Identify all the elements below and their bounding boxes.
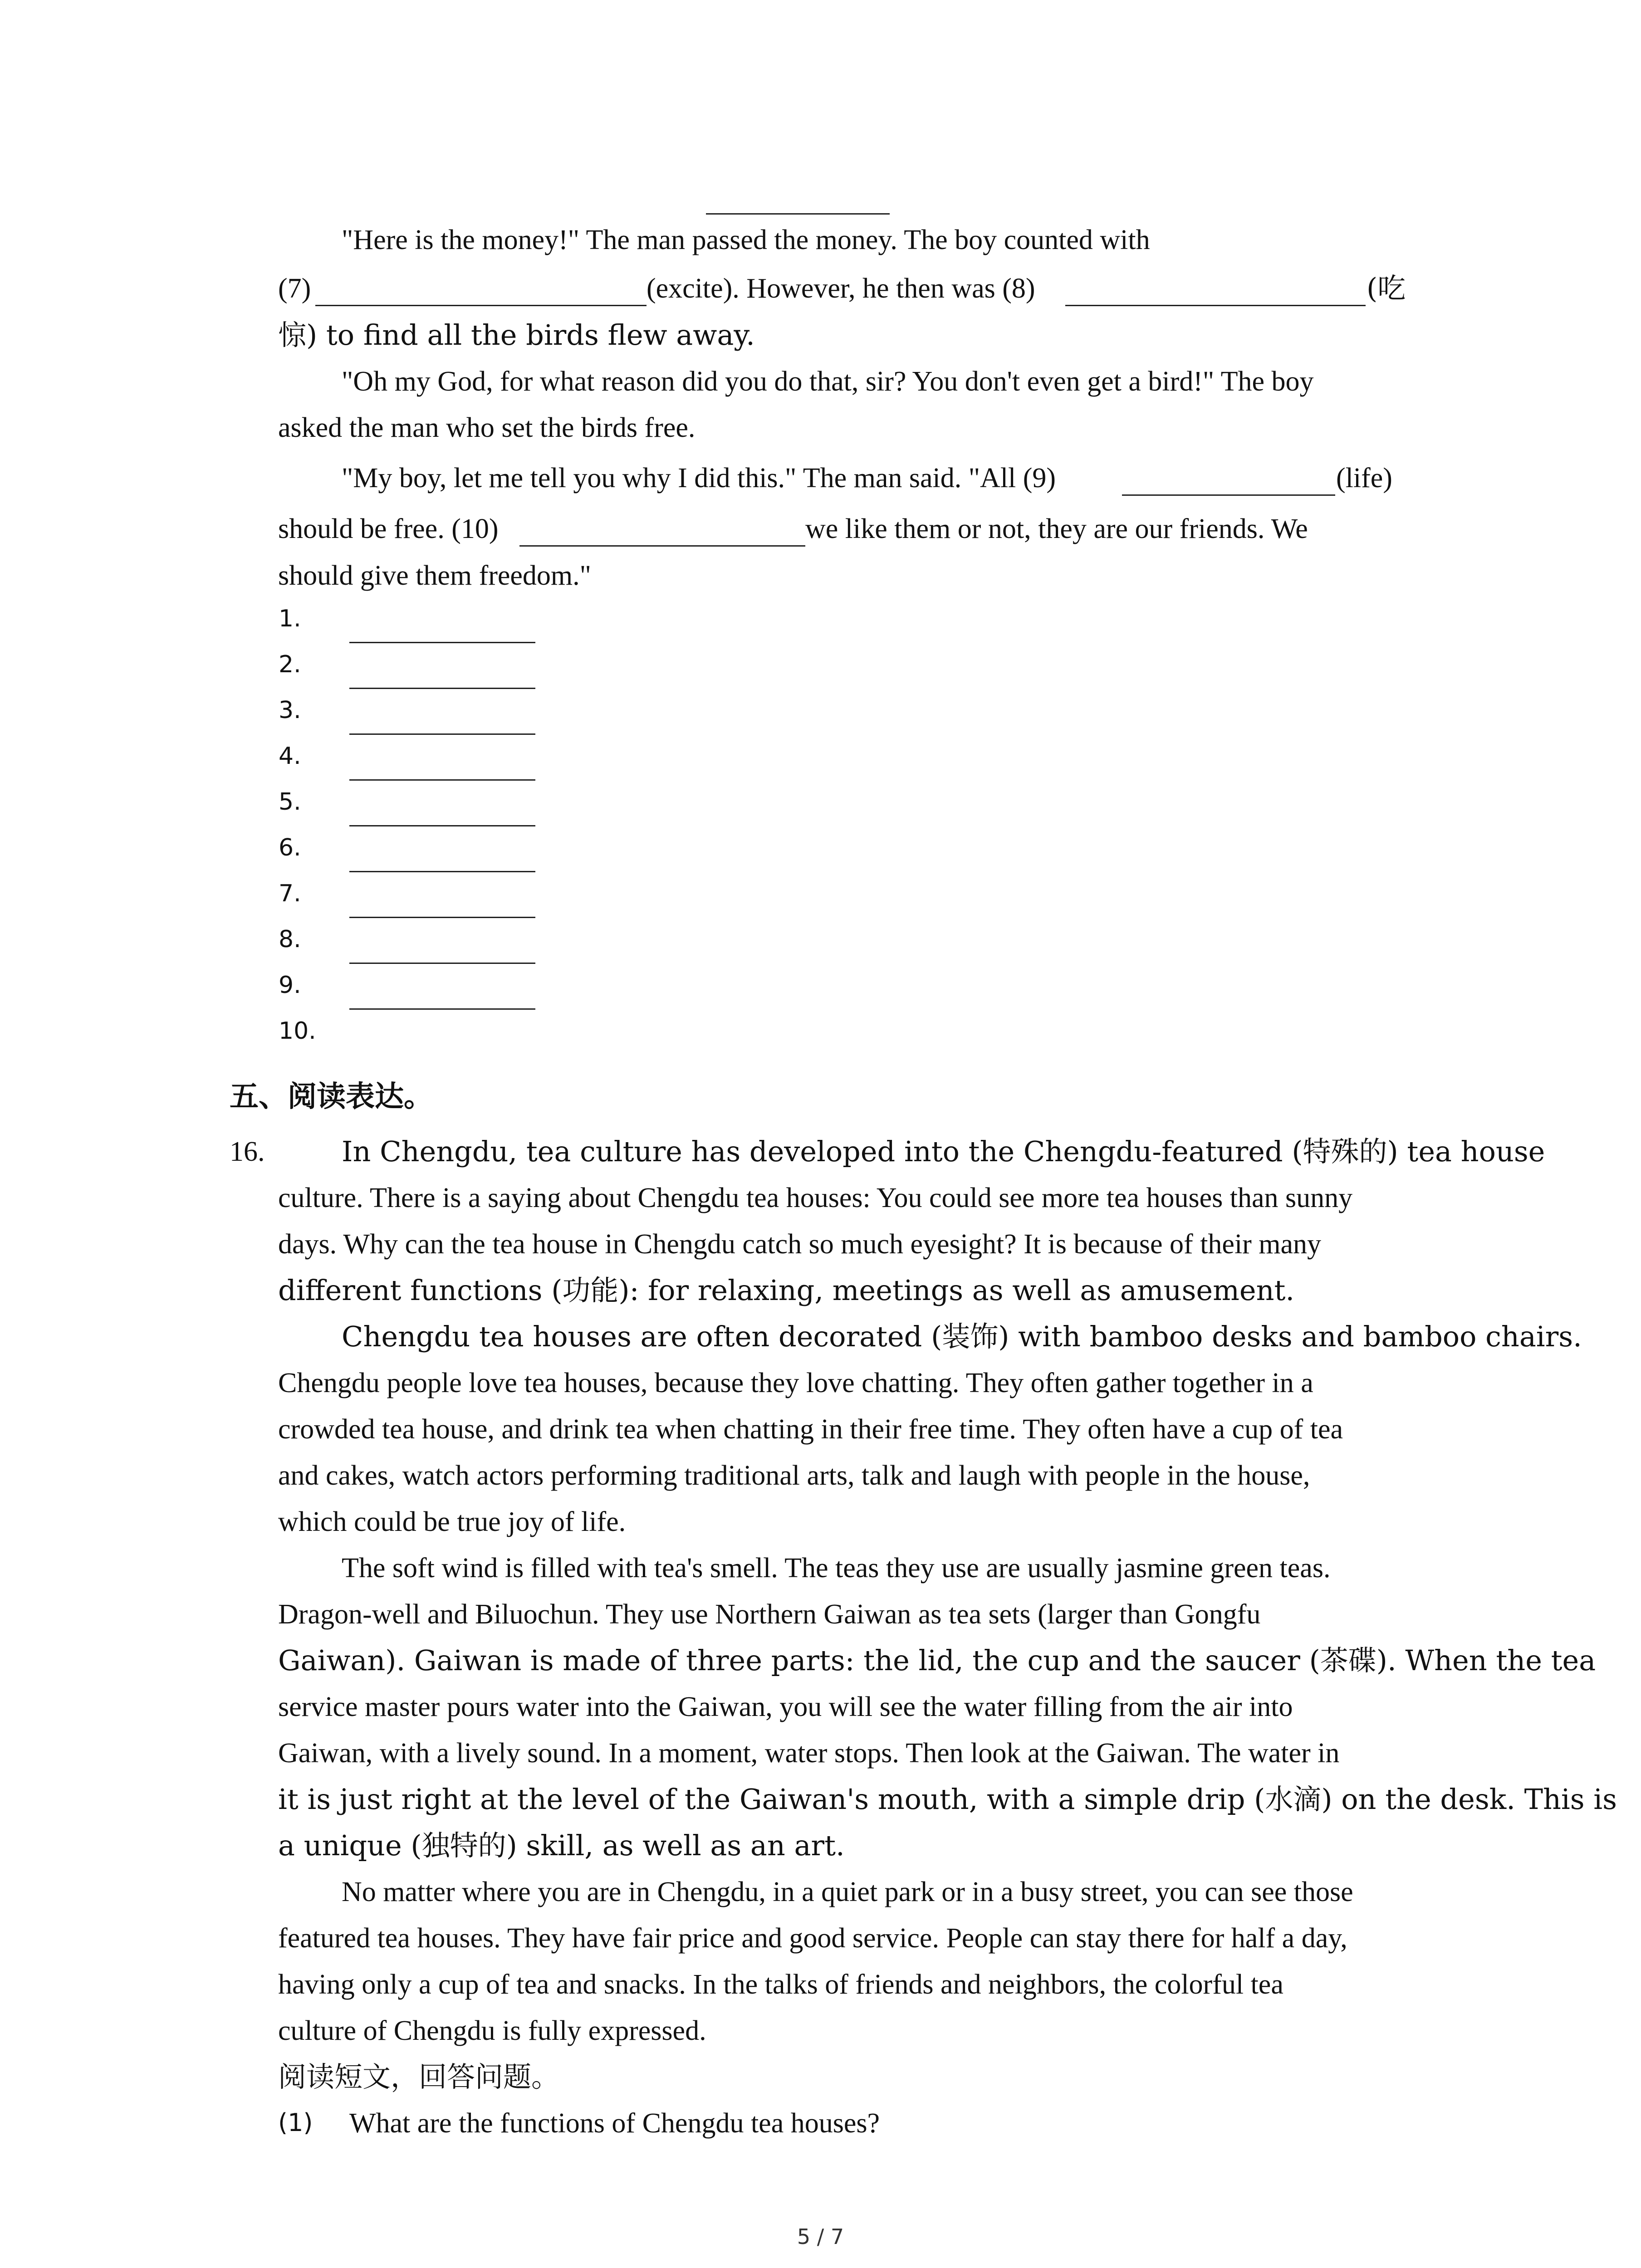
answer-number: 7. — [279, 880, 301, 907]
paragraph-line: The soft wind is filled with tea's smell. The teas they use are usually jasmine green teas. — [342, 1553, 1331, 1584]
paragraph-line: asked the man who set the birds free. — [278, 412, 696, 443]
section-heading: 五、阅读表达。 — [230, 1080, 433, 1114]
answer-number: 1. — [279, 605, 301, 632]
answer-line[interactable] — [349, 825, 535, 826]
paragraph-line: having only a cup of tea and snacks. In the talks of friends and neighbors, the colorful tea — [278, 1969, 1283, 2000]
paragraph-line: (life) — [1336, 463, 1392, 494]
answer-number: 5. — [279, 788, 301, 816]
paragraph-line: No matter where you are in Chengdu, in a quiet park or in a busy street, you can see those — [342, 1877, 1353, 1907]
answer-blank — [706, 213, 890, 215]
paragraph-line: and cakes, watch actors performing traditional arts, talk and laugh with people in the house, — [278, 1460, 1310, 1491]
answer-line[interactable] — [349, 733, 535, 735]
paragraph-line: 惊) to find all the birds flew away. — [278, 318, 755, 352]
paragraph-line: a unique (独特的) skill, as well as an art. — [278, 1829, 845, 1862]
question-number: 16. — [230, 1136, 265, 1167]
answer-number: 10. — [279, 1017, 316, 1045]
answer-number: 4. — [279, 743, 301, 770]
instruction-text: 阅读短文，回答问题。 — [278, 2060, 560, 2093]
paragraph-line: culture. There is a saying about Chengdu tea houses: You could see more tea houses than sunny — [278, 1183, 1353, 1213]
paragraph-line: should give them freedom." — [278, 560, 591, 591]
answer-blank-9[interactable] — [1122, 494, 1335, 496]
answer-number: 8. — [279, 926, 301, 953]
paragraph-line: days. Why can the tea house in Chengdu catch so much eyesight? It is because of their many — [278, 1229, 1322, 1260]
paragraph-line: culture of Chengdu is fully expressed. — [278, 2015, 706, 2046]
answer-number: 3. — [279, 697, 301, 724]
paragraph-line: crowded tea house, and drink tea when chatting in their free time. They often have a cup of tea — [278, 1414, 1343, 1445]
page-number: 5 / 7 — [797, 2224, 844, 2249]
paragraph-line: "Here is the money!" The man passed the money. The boy counted with — [342, 225, 1150, 255]
paragraph-line: different functions (功能): for relaxing, meetings as well as amusement. — [278, 1274, 1295, 1307]
paragraph-line: "My boy, let me tell you why I did this." The man said. "All (9) — [342, 463, 1056, 494]
answer-line[interactable] — [349, 642, 535, 643]
answer-blank-10[interactable] — [519, 545, 805, 547]
answer-line[interactable] — [349, 871, 535, 872]
answer-blank-7[interactable] — [315, 305, 647, 306]
paragraph-line: Dragon-well and Biluochun. They use Northern Gaiwan as tea sets (larger than Gongfu — [278, 1599, 1261, 1630]
paragraph-line: it is just right at the level of the Gaiwan's mouth, with a simple drip (水滴) on the desk. This is — [278, 1783, 1617, 1816]
paragraph-line: Gaiwan, with a lively sound. In a moment, water stops. Then look at the Gaiwan. The water in — [278, 1738, 1340, 1769]
answer-line[interactable] — [349, 917, 535, 918]
question-text: What are the functions of Chengdu tea houses? — [349, 2108, 880, 2139]
paragraph-line: In Chengdu, tea culture has developed into the Chengdu-featured (特殊的) tea house — [342, 1135, 1545, 1168]
paragraph-line: (7) — [278, 273, 311, 304]
answer-blank-8[interactable] — [1065, 305, 1366, 306]
answer-number: 9. — [279, 972, 301, 999]
answer-line[interactable] — [349, 779, 535, 781]
question-label: (1) — [278, 2108, 313, 2137]
paragraph-line: Chengdu tea houses are often decorated (装饰) with bamboo desks and bamboo chairs. — [342, 1320, 1582, 1353]
answer-line[interactable] — [349, 688, 535, 689]
paragraph-line: we like them or not, they are our friends. We — [805, 513, 1308, 544]
paragraph-line: "Oh my God, for what reason did you do that, sir? You don't even get a bird!" The boy — [342, 366, 1314, 397]
answer-line[interactable] — [349, 1008, 535, 1010]
paragraph-line: which could be true joy of life. — [278, 1506, 626, 1537]
answer-number: 6. — [279, 834, 301, 861]
paragraph-line: (吃 — [1367, 272, 1406, 305]
answer-number: 2. — [279, 651, 301, 678]
paragraph-line: featured tea houses. They have fair price and good service. People can stay there for half a day, — [278, 1923, 1347, 1954]
paragraph-line: Chengdu people love tea houses, because they love chatting. They often gather together in a — [278, 1368, 1313, 1398]
paragraph-line: should be free. (10) — [278, 513, 499, 544]
paragraph-line: Gaiwan). Gaiwan is made of three parts: the lid, the cup and the saucer (茶碟). When the tea — [278, 1644, 1596, 1677]
paragraph-line: (excite). However, he then was (8) — [647, 273, 1035, 304]
answer-line[interactable] — [349, 963, 535, 964]
paragraph-line: service master pours water into the Gaiwan, you will see the water filling from the air into — [278, 1691, 1293, 1722]
